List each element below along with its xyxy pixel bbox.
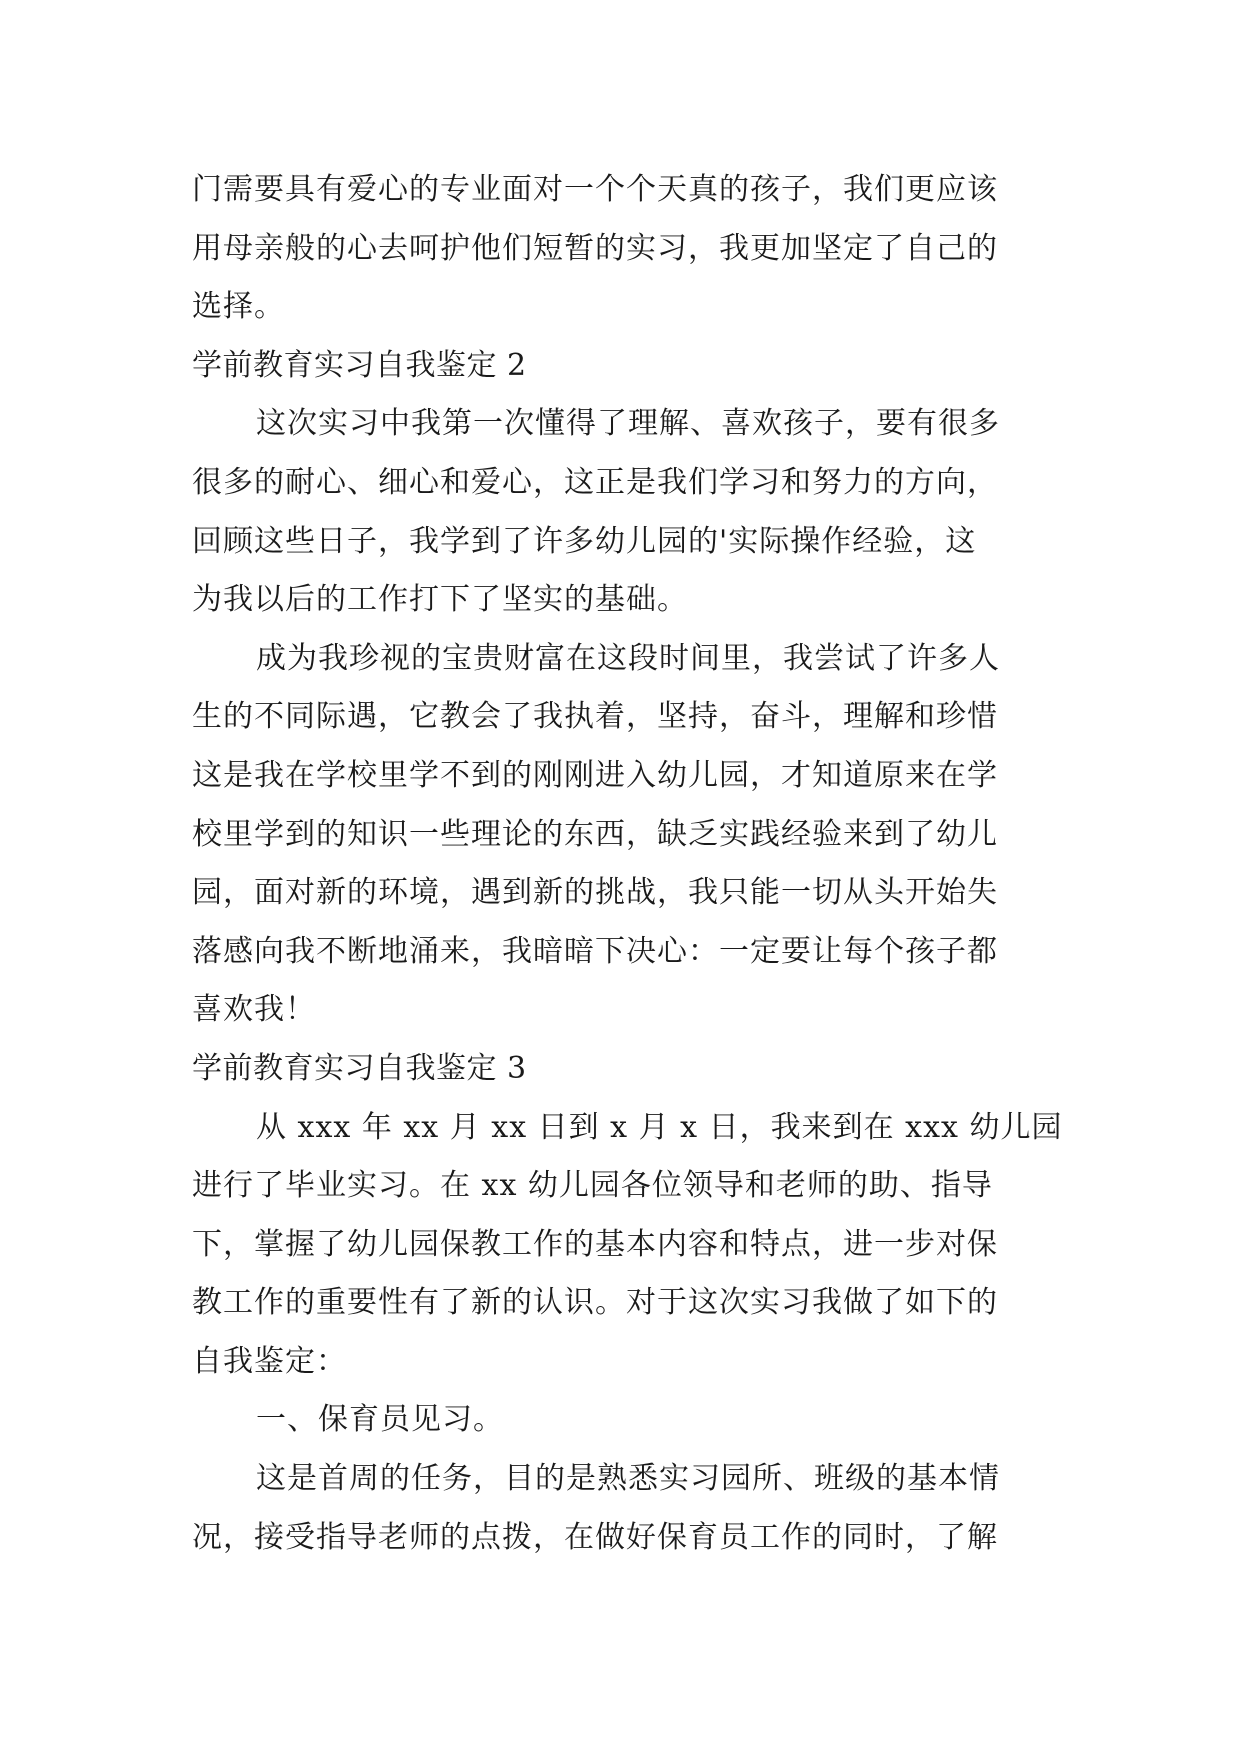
text-line: 这是我在学校里学不到的刚刚进入幼儿园，才知道原来在学	[192, 757, 998, 793]
text-line: 这次实习中我第一次懂得了理解、喜欢孩子，要有很多	[256, 406, 1000, 442]
paragraph	[192, 1099, 1063, 1392]
document-body	[192, 161, 1063, 1567]
text-line: 为我以后的工作打下了坚实的基础。	[192, 582, 688, 618]
text-line: 生的不同际遇，它教会了我执着，坚持，奋斗，理解和珍惜	[192, 699, 998, 735]
section-heading	[192, 1040, 1052, 1099]
text-line: 这是首周的任务，目的是熟悉实习园所、班级的基本情	[256, 1461, 1000, 1497]
text-line: 自我鉴定：	[192, 1343, 347, 1379]
text-line: 很多的耐心、细心和爱心，这正是我们学习和努力的方向，	[192, 464, 998, 500]
text-line: 落感向我不断地涌来，我暗暗下决心：一定要让每个孩子都	[192, 933, 998, 969]
text-line: 况，接受指导老师的点拨，在做好保育员工作的同时，了解	[192, 1519, 998, 1555]
paragraph	[192, 1391, 1052, 1450]
text-line: 园，面对新的环境，遇到新的挑战，我只能一切从头开始失	[192, 875, 998, 911]
text-line: 从 xxx 年 xx 月 xx 日到 x 月 x 日，我来到在 xxx 幼儿园	[256, 1109, 1063, 1145]
heading-text: 学前教育实习自我鉴定 3	[192, 1050, 527, 1086]
text-line: 进行了毕业实习。在 xx 幼儿园各位领导和老师的助、指导	[192, 1168, 993, 1204]
paragraph	[192, 1450, 1052, 1567]
text-line: 一、保育员见习。	[256, 1402, 504, 1438]
text-line: 下，掌握了幼儿园保教工作的基本内容和特点，进一步对保	[192, 1226, 998, 1262]
paragraph	[192, 630, 1052, 1040]
text-line: 回顾这些日子，我学到了许多幼儿园的'实际操作经验，这	[192, 523, 977, 559]
heading-text: 学前教育实习自我鉴定 2	[192, 347, 527, 383]
paragraph	[192, 161, 1052, 337]
section-heading	[192, 337, 1052, 396]
text-line: 选择。	[192, 289, 285, 325]
text-line: 用母亲般的心去呵护他们短暂的实习，我更加坚定了自己的	[192, 230, 998, 266]
text-line: 成为我珍视的宝贵财富在这段时间里，我尝试了许多人	[256, 640, 1000, 676]
text-line: 校里学到的知识一些理论的东西，缺乏实践经验来到了幼儿	[192, 816, 998, 852]
paragraph	[192, 395, 1052, 629]
text-line: 喜欢我！	[192, 992, 316, 1028]
text-line: 教工作的重要性有了新的认识。对于这次实习我做了如下的	[192, 1285, 998, 1321]
text-line: 门需要具有爱心的专业面对一个个天真的孩子，我们更应该	[192, 172, 998, 207]
